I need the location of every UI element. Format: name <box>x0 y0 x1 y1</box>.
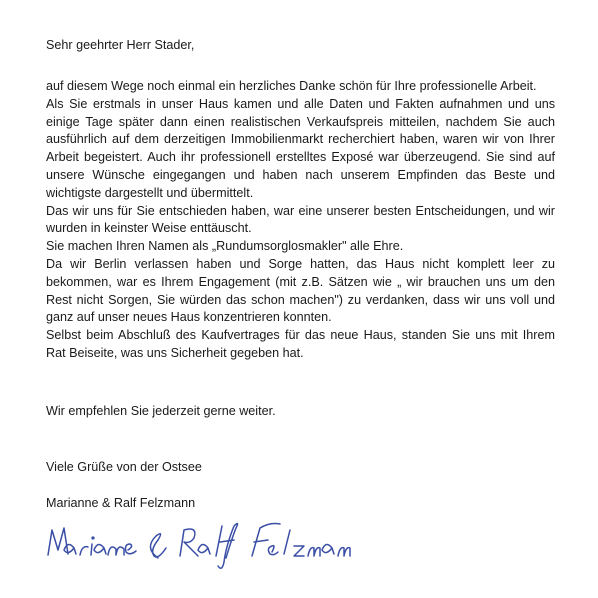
letter-signatory-names: Marianne & Ralf Felzmann <box>46 496 196 510</box>
paragraph-decision: Das wir uns für Sie entschieden haben, war eine unserer besten Entscheidungen, und wir wurden in keinster Weise enttäuscht. <box>46 203 555 236</box>
paragraph-thanks: auf diesem Wege noch einmal ein herzliches Danke schön für Ihre professionelle Arbeit. <box>46 79 537 93</box>
paragraph-name: Sie machen Ihren Namen als „Rundumsorglosmakler" alle Ehre. <box>46 239 404 254</box>
signature-drawing <box>40 500 370 575</box>
paragraph-first-visit: Als Sie erstmals in unser Haus kamen und alle Daten und Fakten aufnahmen und uns einige Tage später dann einen realistischen Verkaufspreis mitteilen, nachdem Sie auch ausführlich auf dem derzeitigen Immobilienmarkt recherchiert haben, waren wir von Ihrer Arbeit begeistert. Auch ihr professionell erstelltes Exposé war überzeugend. Sie sind auf unsere Wünsche eingegangen und haben nach unserem Empfinden das Beste und wichtigste dargestellt und übermittelt. <box>46 96 555 200</box>
paragraph-contract: Selbst beim Abschluß des Kaufvertrages für das neue Haus, standen Sie uns mit Ihrem Rat Beiseite, was uns Sicherheit gegeben hat. <box>46 328 555 360</box>
letter-recommendation: Wir empfehlen Sie jederzeit gerne weiter. <box>46 404 276 418</box>
letter-closing: Viele Grüße von der Ostsee <box>46 460 202 474</box>
letter-salutation: Sehr geehrter Herr Stader, <box>46 38 195 52</box>
paragraph-engagement: Da wir Berlin verlassen haben und Sorge hatten, das Haus nicht komplett leer zu bekommen, war es Ihrem Engagement (mit z.B. Sätzen wie „ wir brauchen uns um den Rest nicht Sorgen, Sie würden das schon machen") zu verdanken, dass wir uns voll und ganz auf unser neues Haus konzentrieren konnten. <box>46 256 555 325</box>
handwritten-signature <box>40 500 370 575</box>
letter-body <box>46 78 555 363</box>
